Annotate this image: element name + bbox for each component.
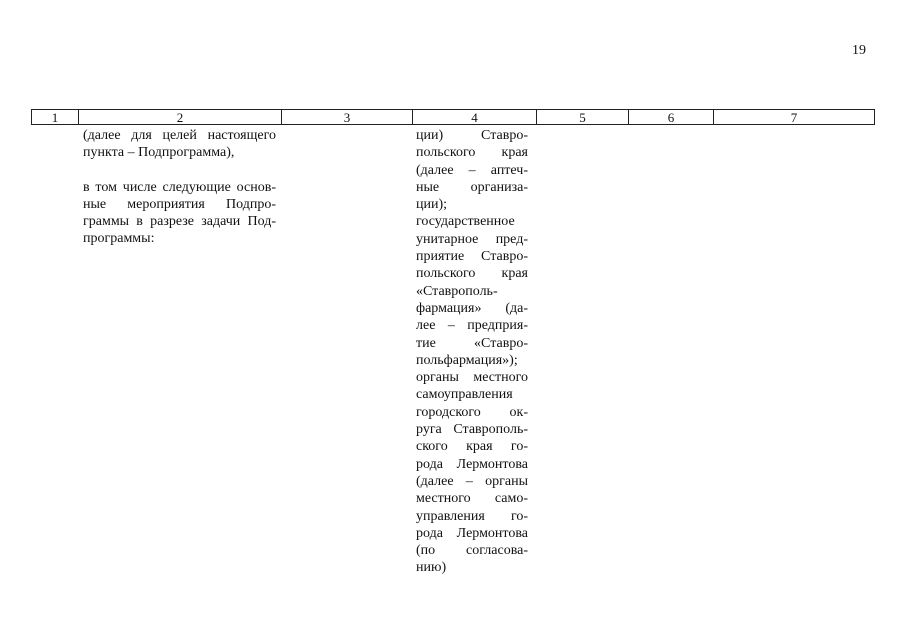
text-line: государственное — [416, 214, 515, 230]
text-line: рода Лермонтова — [416, 456, 528, 472]
text-line: органы местного — [416, 370, 528, 386]
header-cell-6: 6 — [667, 110, 675, 125]
text-line: тие «Ставро- — [416, 335, 528, 351]
table-header-row — [31, 109, 875, 125]
text-line: (далее для целей настоящего — [83, 128, 276, 143]
text-line: пункта – Подпрограмма), — [83, 145, 235, 161]
text-line: руга Ставрополь- — [416, 422, 528, 438]
text-line: городского ок- — [416, 404, 528, 420]
text-line: ского края го- — [416, 439, 528, 455]
col2-paragraph-2 — [83, 179, 276, 248]
text-line: польского края — [416, 145, 528, 161]
text-line: самоуправления — [416, 387, 513, 403]
header-cell-1: 1 — [51, 110, 59, 125]
text-line: ные мероприятия Подпро- — [83, 196, 276, 212]
text-line: программы: — [83, 231, 155, 247]
header-cell-4: 4 — [471, 110, 478, 125]
text-line: нию) — [416, 560, 447, 576]
text-line: польфармация»); — [416, 352, 518, 368]
header-cell-7: 7 — [790, 110, 798, 125]
text-line: (далее – аптеч- — [416, 162, 528, 178]
page-number: 19 — [852, 43, 866, 58]
header-cell-5: 5 — [579, 110, 586, 125]
text-line: управления го- — [416, 508, 528, 524]
text-line: местного само- — [416, 491, 528, 507]
text-line: (далее – органы — [416, 473, 528, 489]
text-line: в том числе следующие основ- — [83, 179, 276, 195]
text-line: польского края — [416, 266, 528, 282]
column-4-text — [416, 127, 528, 577]
text-line: приятие Ставро- — [416, 249, 528, 265]
header-cell-2: 2 — [176, 110, 184, 125]
header-cell-3: 3 — [343, 110, 351, 125]
column-2-text — [83, 127, 276, 248]
text-line: граммы в разрезе задачи Под- — [83, 214, 276, 230]
text-line: лее – предприя- — [416, 318, 528, 334]
text-line: фармация» (да- — [416, 300, 528, 316]
text-line: (по согласова- — [416, 543, 528, 559]
text-line: «Ставрополь- — [416, 283, 498, 299]
text-line: ции); — [416, 197, 448, 213]
text-line: унитарное пред- — [416, 231, 528, 247]
col2-paragraph-1 — [83, 127, 276, 162]
text-line: ные организа- — [416, 179, 528, 195]
text-line: ции) Ставро- — [416, 128, 528, 143]
text-line: рода Лермонтова — [416, 525, 528, 541]
